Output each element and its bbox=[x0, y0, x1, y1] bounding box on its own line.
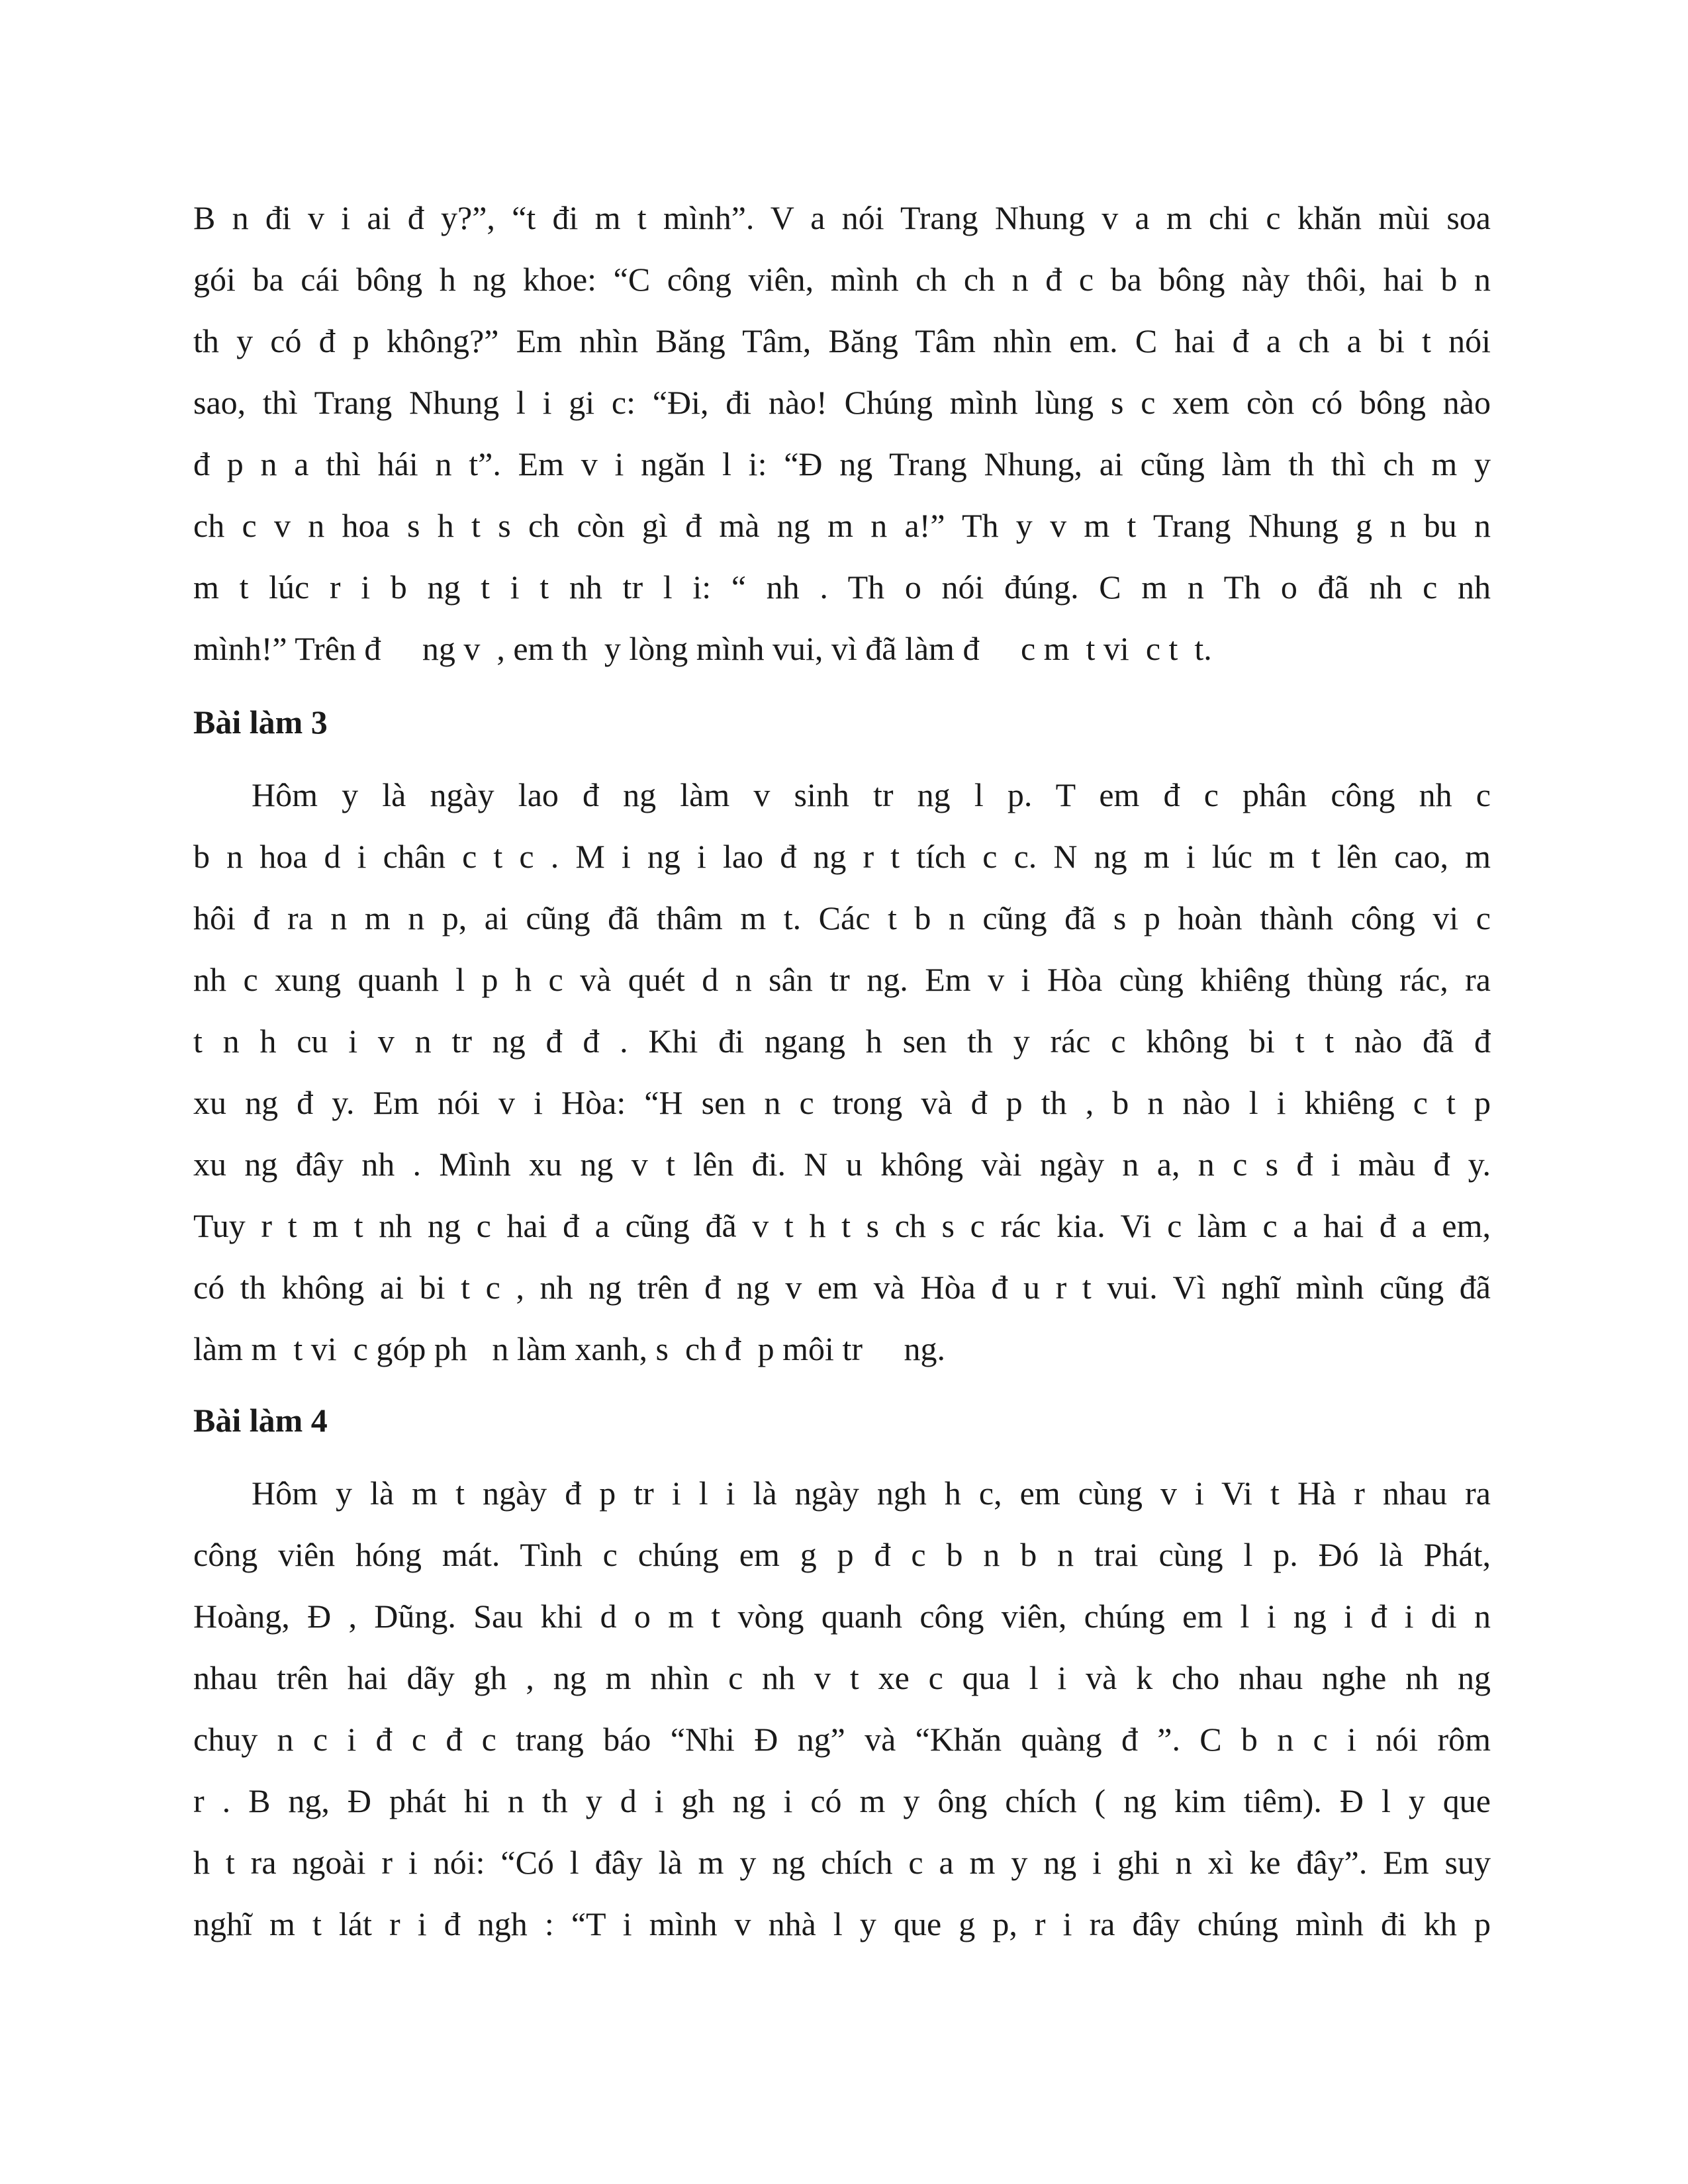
text-line: r . B ng, Đ phát hi n th y d i gh ng i có m y ông chích ( ng kim tiêm). Đ l y que bbox=[193, 1782, 1491, 1819]
text-line: nhau trên hai dãy gh , ng m nhìn c nh v t xe c qua l i và k cho nhau nghe nh ng bbox=[193, 1659, 1491, 1696]
text-line: chuy n c i đ c đ c trang báo “Nhi Đ ng” và “Khăn quàng đ ”. C b n c i nói rôm bbox=[193, 1721, 1491, 1758]
text-line: hôi đ ra n m n p, ai cũng đã thâm m t. Các t b n cũng đã s p hoàn thành công vi c bbox=[193, 899, 1491, 936]
text-line: B n đi v i ai đ y?”, “t đi m t mình”. V a nói Trang Nhung v a m chi c khăn mùi soa bbox=[193, 199, 1491, 236]
text-line: Hôm y là m t ngày đ p tr i l i là ngày ngh h c, em cùng v i Vi t Hà r nhau ra bbox=[252, 1475, 1491, 1512]
section3-paragraph bbox=[193, 1463, 1491, 1955]
text-line: Hôm y là ngày lao đ ng làm v sinh tr ng l p. T em đ c phân công nh c bbox=[252, 776, 1491, 813]
text-line: h t ra ngoài r i nói: “Có l đây là m y ng chích c a m y ng i ghi n xì ke đây”. Em suy bbox=[193, 1844, 1491, 1881]
text-line: ch c v n hoa s h t s ch còn gì đ mà ng m n a!” Th y v m t Trang Nhung g n bu n bbox=[193, 507, 1491, 544]
text-line: Tuy r t m t nh ng c hai đ a cũng đã v t h t s ch s c rác kia. Vi c làm c a hai đ a em, bbox=[193, 1207, 1491, 1244]
text-line: nghĩ m t lát r i đ ngh : “T i mình v nhà l y que g p, r i ra đây chúng mình đi kh p bbox=[193, 1905, 1491, 1942]
text-line: xu ng đ y. Em nói v i Hòa: “H sen n c trong và đ p th , b n nào l i khiêng c t p bbox=[193, 1084, 1491, 1121]
text-line: th y có đ p không?” Em nhìn Băng Tâm, Băng Tâm nhìn em. C hai đ a ch a bi t nói bbox=[193, 322, 1491, 359]
text-line: sao, thì Trang Nhung l i gi c: “Đi, đi nào! Chúng mình lùng s c xem còn có bông nào bbox=[193, 384, 1491, 421]
text-line: có th không ai bi t c , nh ng trên đ ng v em và Hòa đ u r t vui. Vì nghĩ mình cũng đã bbox=[193, 1269, 1491, 1306]
text-line: xu ng đây nh . Mình xu ng v t lên đi. N u không vài ngày n a, n c s đ i màu đ y. bbox=[193, 1146, 1491, 1183]
text-line: đ p n a thì hái n t”. Em v i ngăn l i: “Đ ng Trang Nhung, ai cũng làm th thì ch m y bbox=[193, 445, 1491, 482]
text-line: làm m t vi c góp ph n làm xanh, s ch đ p môi tr ng. bbox=[193, 1330, 945, 1367]
section2-paragraph bbox=[193, 764, 1491, 1380]
text-line: Hoàng, Đ , Dũng. Sau khi d o m t vòng quanh công viên, chúng em l i ng i đ i di n bbox=[193, 1598, 1491, 1635]
text-line: t n h cu i v n tr ng đ đ . Khi đi ngang h sen th y rác c không bi t t nào đã đ bbox=[193, 1023, 1491, 1060]
section1-paragraph bbox=[193, 187, 1491, 680]
text-line: nh c xung quanh l p h c và quét d n sân tr ng. Em v i Hòa cùng khiêng thùng rác, ra bbox=[193, 961, 1491, 998]
text-line: mình!” Trên đ ng v , em th y lòng mình vui, vì đã làm đ c m t vi c t t. bbox=[193, 630, 1212, 667]
text-line: m t lúc r i b ng t i t nh tr l i: “ nh . Th o nói đúng. C m n Th o đã nh c nh bbox=[193, 569, 1491, 606]
section-heading: Bài làm 3 bbox=[193, 704, 328, 741]
text-line: b n hoa d i chân c t c . M i ng i lao đ ng r t tích c c. N ng m i lúc m t lên cao, m bbox=[193, 838, 1491, 875]
text-line: công viên hóng mát. Tình c chúng em g p đ c b n b n trai cùng l p. Đó là Phát, bbox=[193, 1536, 1491, 1573]
section-heading: Bài làm 4 bbox=[193, 1402, 328, 1439]
text-line: gói ba cái bông h ng khoe: “C công viên, mình ch ch n đ c ba bông này thôi, hai b n bbox=[193, 261, 1491, 298]
